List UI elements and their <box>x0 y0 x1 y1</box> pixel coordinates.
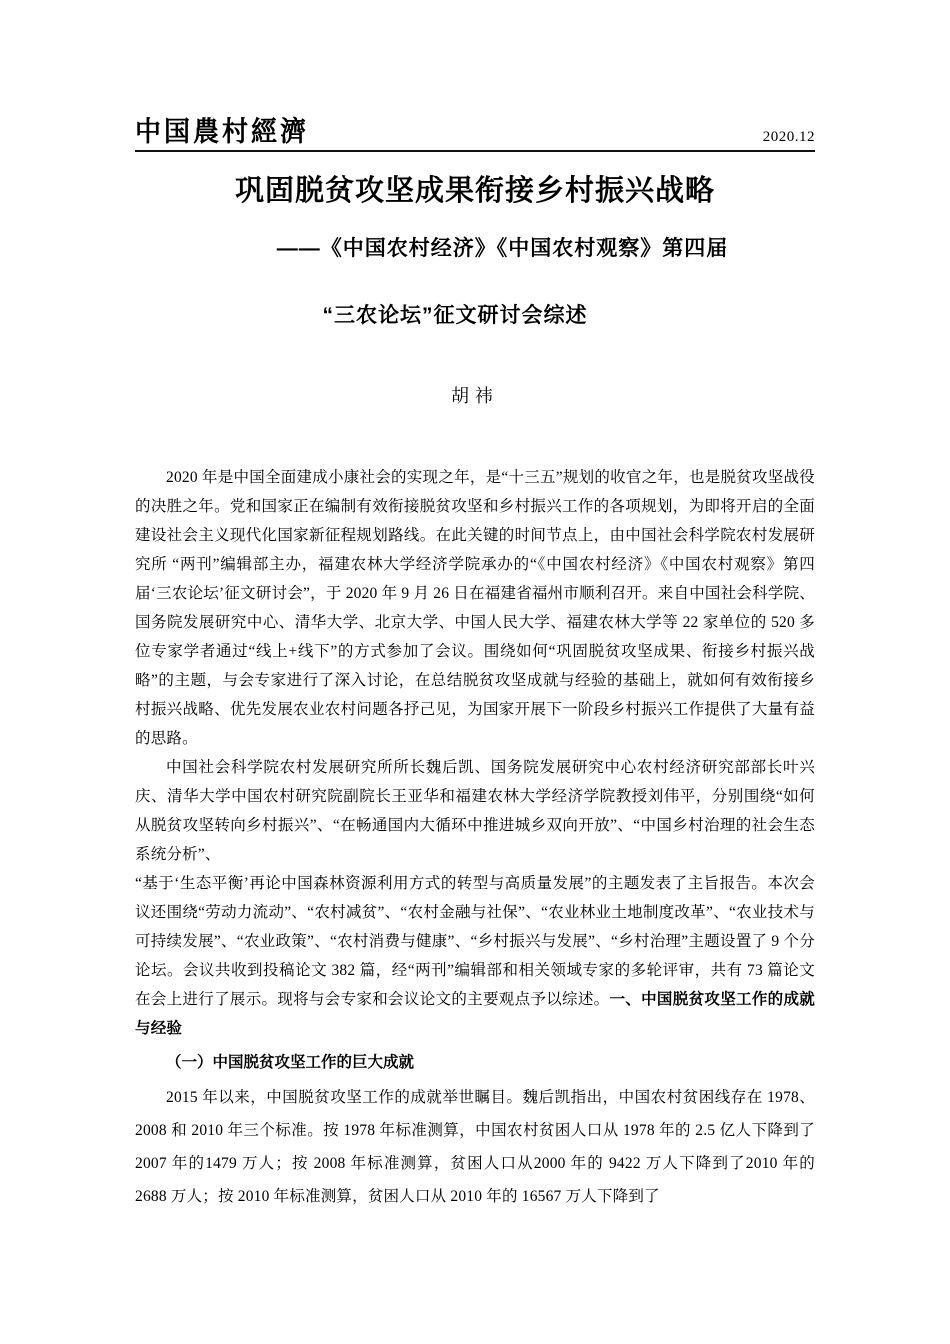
paragraph-2-part-a: 中国社会科学院农村发展研究所所长魏后凯、国务院发展研究中心农村经济研究部部长叶兴庆、清华大学中国农村研究院副院长王亚华和福建农林大学经济学院教授刘伟平，分别围绕“如何从脱贫攻坚转向乡村振兴”、“在畅通国内大循环中推进城乡双向开放”、“中国乡村治理的社会生态系统分析”、 <box>135 759 815 864</box>
section-1-heading: 一、中国脱贫攻坚工作的成就与经验 <box>135 991 815 1038</box>
author-name: 胡祎 <box>451 386 499 407</box>
article-title: 巩固脱贫攻坚成果衔接乡村振兴战略 <box>234 174 715 207</box>
paragraph-1: 2020 年是中国全面建成小康社会的实现之年，是“十三五”规划的收官之年，也是脱贫攻坚战役的决胜之年。党和国家正在编制有效衔接脱贫攻坚和乡村振兴工作的各项规划，为即将开启的全面建设社会主义现代化国家新征程规划路线。在此关键的时间节点上，由中国社会科学院农村发展研究所 “两刊”编辑部主办，福建农林大学经济学院承办的“《中国农村经济》《中国农村观察》第四届‘三农论坛’征文研讨会”，于 2020 年 9 月 26 日在福建省福州市顺利召开。来自中国社会科学院、国务院发展研究中心、清华大学、北京大学、中国人民大学、福建农林大学等 22 家单位的 520 多位专家学者通过“线上+线下”的方式参加了会议。围绕如何“巩固脱贫攻坚成果、衔接乡村振兴战略”的主题，与会专家进行了深入讨论，在总结脱贫攻坚成就与经验的基础上，就如何有效衔接乡村振兴战略、优先发展农业农村问题各抒己见，为国家开展下一阶段乡村振兴工作提供了大量有益的思路。 <box>135 469 815 748</box>
article-subtitle-line1: ——《中国农村经济》《中国农村观察》第四届 <box>276 237 729 261</box>
paragraph-2-part-b-text: “基于‘生态平衡’再论中国森林资源利用方式的转型与高质量发展”的主题发表了主旨报告。本次会议还围绕“劳动力流动”、“农村减贫”、“农村金融与社保”、“农业林业土地制度改革”、“农业技术与可持续发展”、“农业政策”、“农村消费与健康”、“乡村振兴与发展”、“乡村治理”主题设置了 9 个分论坛。会议共收到投稿论文 382 篇，经“两刊”编辑部和相关领域专家的多轮评审，共有 73 篇论文在会上进行了展示。现将与会专家和会议论文的主要观点予以综述。 <box>135 875 815 1009</box>
paragraph-2-part-b <box>135 869 815 1043</box>
issue-number: 2020.12 <box>762 128 815 145</box>
paragraph-3: 2015 年以来，中国脱贫攻坚工作的成就举世瞩目。魏后凯指出，中国农村贫困线存在 1978、2008 和 2010 年三个标准。按 1978 年标准测算，中国农村贫困人口从 1978 年的 2.5 亿人下降到了 2007 年的1479 万人；按 2008 年标准测算，贫困人口从2000 年的 9422 万人下降到了2010 年的 2688 万人；按 2010 年标准测算，贫困人口从 2010 年的 16567 万人下降到了 <box>135 1089 815 1206</box>
header-divider <box>135 150 815 152</box>
section-1-subheading: （一）中国脱贫攻坚工作的巨大成就 <box>166 1054 415 1072</box>
article-subtitle-line2: “三农论坛”征文研讨会综述 <box>322 304 588 328</box>
journal-header <box>135 118 815 147</box>
journal-logo: 中国農村經濟 <box>135 116 310 147</box>
article-body <box>135 463 815 1213</box>
